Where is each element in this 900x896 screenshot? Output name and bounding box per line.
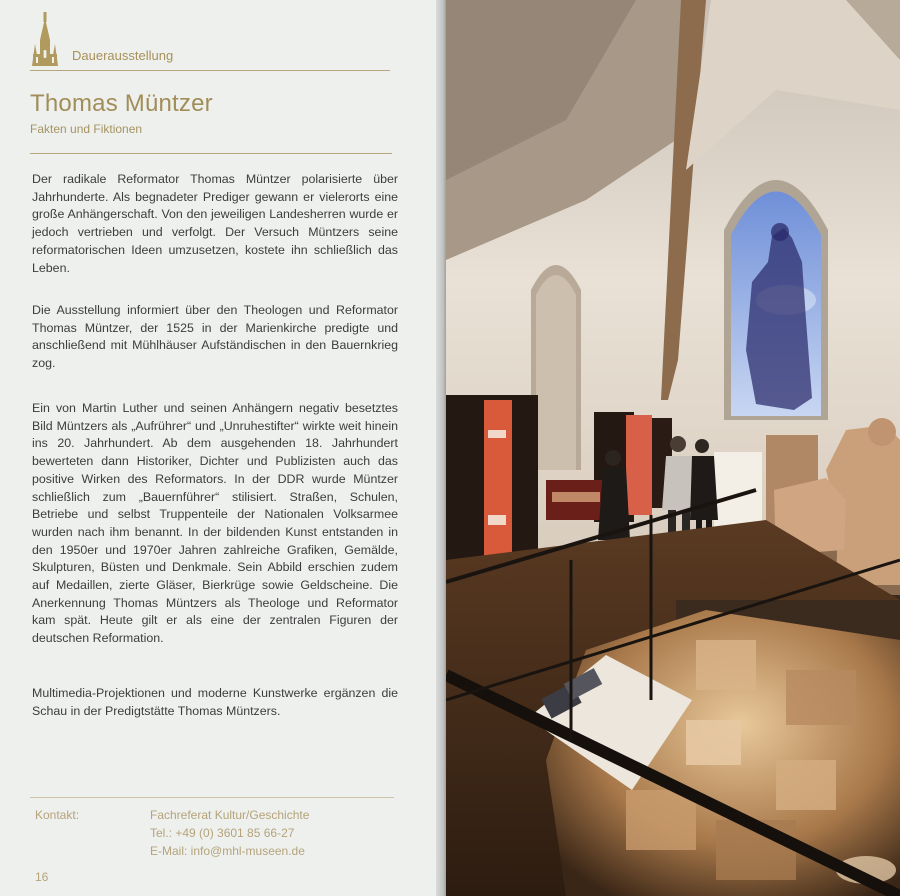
paragraph-exhibition: Die Ausstellung informiert über den Theologen und Reformator Thomas Müntzer, der 1525 in der Marienkirche predigte und anschließend mit Mühlhäuser Aufständischen in den Bauernkrieg zog. — [32, 303, 398, 371]
page-title: Thomas Müntzer — [30, 90, 213, 117]
exhibition-photo — [446, 0, 900, 896]
page-number: 16 — [35, 870, 49, 884]
paragraph-multimedia: Multimedia-Projektionen und moderne Kunstwerke ergänzen die Schau in der Predigtstätte Thomas Müntzers. — [32, 686, 398, 718]
church-logo-icon — [30, 10, 60, 66]
chapel-interior-photo — [446, 0, 900, 896]
page-subtitle: Fakten und Fiktionen — [30, 122, 143, 136]
contact-email[interactable]: E-Mail: info@mhl-museen.de — [150, 844, 305, 858]
title-divider — [30, 153, 392, 154]
contact-phone: Tel.: +49 (0) 3601 85 66-27 — [150, 826, 295, 840]
contact-department: Fachreferat Kultur/Geschichte — [150, 808, 310, 822]
contact-label: Kontakt: — [35, 808, 80, 822]
paragraph-history: Ein von Martin Luther und seinen Anhängern negativ besetztes Bild Müntzers als „Aufrührer“ und „Unruhestifter“ wirkte weit hinein ins 20. Jahrhundert. Ab dem ausgehenden 18. Jahrhundert bewerteten dann Historiker, Dichter und Publizisten auch das positive Wirken des Reformators. In der DDR wurde Müntzer schließlich zum „Bauernführer“ stilisiert. Straßen, Schulen, Betriebe und selbst Truppenteile der Nationalen Volksarmee wurden nach ihm benannt. In der bildenden Kunst entstanden in den 1950er und 1970er Jahren zahlreiche Grafiken, Gemälde, Skulpturen, Büsten und Denkmale. Sein Abbild erschien zudem auf Medaillen, zierte Gläser, Bierkrüge sowie Geldscheine. Die Anerkennung Thomas Müntzers als Theologe und Reformator kam spät. Heute gilt er als eine der zentralen Figuren der deutschen Reformation. — [32, 401, 398, 646]
section-label: Dauerausstellung — [72, 48, 174, 63]
brochure-left-page — [0, 0, 445, 896]
paragraph-intro: Der radikale Reformator Thomas Müntzer polarisierte über Jahrhunderte. Als begnadeter Prediger gewann er vielerorts eine große Anhängerschaft. Von den jeweiligen Landesherren wurde er jedoch vertrieben und verfolgt. Der Versuch Müntzers seine reformatorischen Ideen umzusetzen, kostete ihn schließlich das Leben. — [32, 172, 398, 275]
header-divider — [30, 70, 390, 71]
contact-divider — [30, 797, 394, 798]
